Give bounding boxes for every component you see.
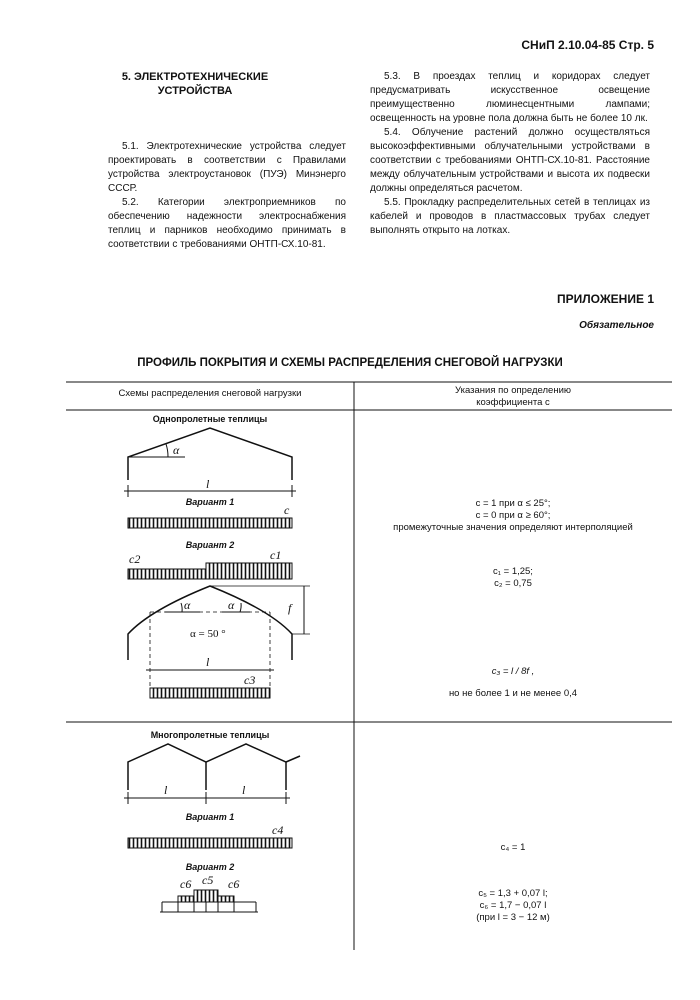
multi-variant1-label: Вариант 1 <box>185 812 235 822</box>
note2-line1: c₁ = 1,25; <box>493 566 533 577</box>
c-label: c <box>284 503 290 517</box>
c4-label: c4 <box>272 823 284 837</box>
snow-load-bar-c4 <box>128 838 292 848</box>
col2-header-line1: Указания по определению <box>455 385 571 396</box>
alpha-value-label: α = 50 ° <box>190 628 226 640</box>
note1-line3: промежуточные значения определяют интерполяцией <box>393 522 633 533</box>
snow-load-bar-variant2 <box>128 563 292 579</box>
note3-formula: c₃ = l / 8f , <box>491 666 535 677</box>
c5-label: c5 <box>202 873 214 887</box>
single-span-title: Однопролетные теплицы <box>152 414 268 424</box>
note5-line2: c₆ = 1,7 − 0,07 l <box>479 900 547 911</box>
snow-load-bar-c5-c6 <box>160 890 258 912</box>
single-variant1-label: Вариант 1 <box>185 497 235 507</box>
paragraph-5-2: 5.2. Категории электроприемников по обеспечению надежности электроснабжения теплиц и парников необходимо принимать в соответствии с требованиями ОНТП-СХ.10-81. <box>108 197 346 250</box>
paragraph-5-4: 5.4. Облучение растений должно осуществляться высокоэффективными облучательными устройствами в соответствии с требованиями ОНТП-СХ.10-81. Расстояние между облучательным устройствами и высота их подвески должны определяться расчетом. <box>370 127 650 194</box>
table-title: ПРОФИЛЬ ПОКРЫТИЯ И СХЕМЫ РАСПРЕДЕЛЕНИЯ СНЕГОВОЙ НАГРУЗКИ <box>137 357 563 369</box>
span-label-1: l <box>206 477 210 491</box>
section-title-line1: 5. ЭЛЕКТРОТЕХНИЧЕСКИЕ <box>121 71 269 83</box>
alpha-label-3: α <box>228 598 235 612</box>
c6-label-right: c6 <box>228 877 240 891</box>
col2-header-line2: коэффициента с <box>476 397 550 408</box>
rise-label: f <box>288 601 292 615</box>
c1-label: c1 <box>270 548 282 562</box>
note5-line1: c₅ = 1,3 + 0,07 l; <box>478 888 548 899</box>
note5-line3: (при l = 3 − 12 м) <box>476 912 550 923</box>
alpha-label-2: α <box>184 598 191 612</box>
multi-span-title: Многопролетные теплицы <box>150 730 270 740</box>
snow-load-bar-variant1 <box>128 518 292 528</box>
note1-line1: c = 1 при α ≤ 25°; <box>475 498 551 509</box>
note-c5-c6 <box>354 888 672 924</box>
note-c3 <box>354 666 672 700</box>
span-label-m1: l <box>164 783 168 797</box>
multi-variant2-label: Вариант 2 <box>185 862 235 872</box>
col1-header: Схемы распределения снеговой нагрузки <box>118 388 302 399</box>
single-span-profile-1 <box>124 428 296 497</box>
col2-header <box>354 385 672 409</box>
single-variant2-label: Вариант 2 <box>185 540 235 550</box>
paragraph-5-3: 5.3. В проездах теплиц и коридорах следует предусматривать искусственное освещение преимущественно люминесцентными лампами; освещенность на уровне пола должна быть не более 10 лк. <box>370 71 650 124</box>
paragraph-5-1: 5.1. Электротехнические устройства следует проектировать в соответствии с Правилами устройства электроустановок (ПУЭ) Минэнерго СССР. <box>108 141 346 194</box>
document-code: СНиП 2.10.04-85 Стр. 5 <box>521 38 654 52</box>
c3-label: c3 <box>244 673 256 687</box>
note3-line2: но не более 1 и не менее 0,4 <box>448 688 578 699</box>
section-title-line2: УСТРОЙСТВА <box>157 85 233 97</box>
note-variant2 <box>354 566 672 590</box>
c6-label-left: c6 <box>180 877 192 891</box>
paragraph-5-5: 5.5. Прокладку распределительных сетей в теплицах из кабелей и проводов в пластмассовых трубах следует выполнять открыто на лотках. <box>370 197 650 236</box>
appendix-title: ПРИЛОЖЕНИЕ 1 <box>556 292 654 306</box>
c2-label: c2 <box>129 552 141 566</box>
note1-line2: c = 0 при α ≥ 60°; <box>475 510 551 521</box>
multi-span-profile <box>124 744 300 804</box>
note2-line2: c₂ = 0,75 <box>494 578 532 589</box>
note-c4: c₄ = 1 <box>500 842 526 853</box>
alpha-label-1: α <box>173 443 180 457</box>
appendix-note: Обязательное <box>579 320 654 331</box>
span-label-2: l <box>206 655 210 669</box>
snow-load-bar-c3 <box>150 688 270 698</box>
note-variant1 <box>354 498 672 534</box>
span-label-m2: l <box>242 783 246 797</box>
